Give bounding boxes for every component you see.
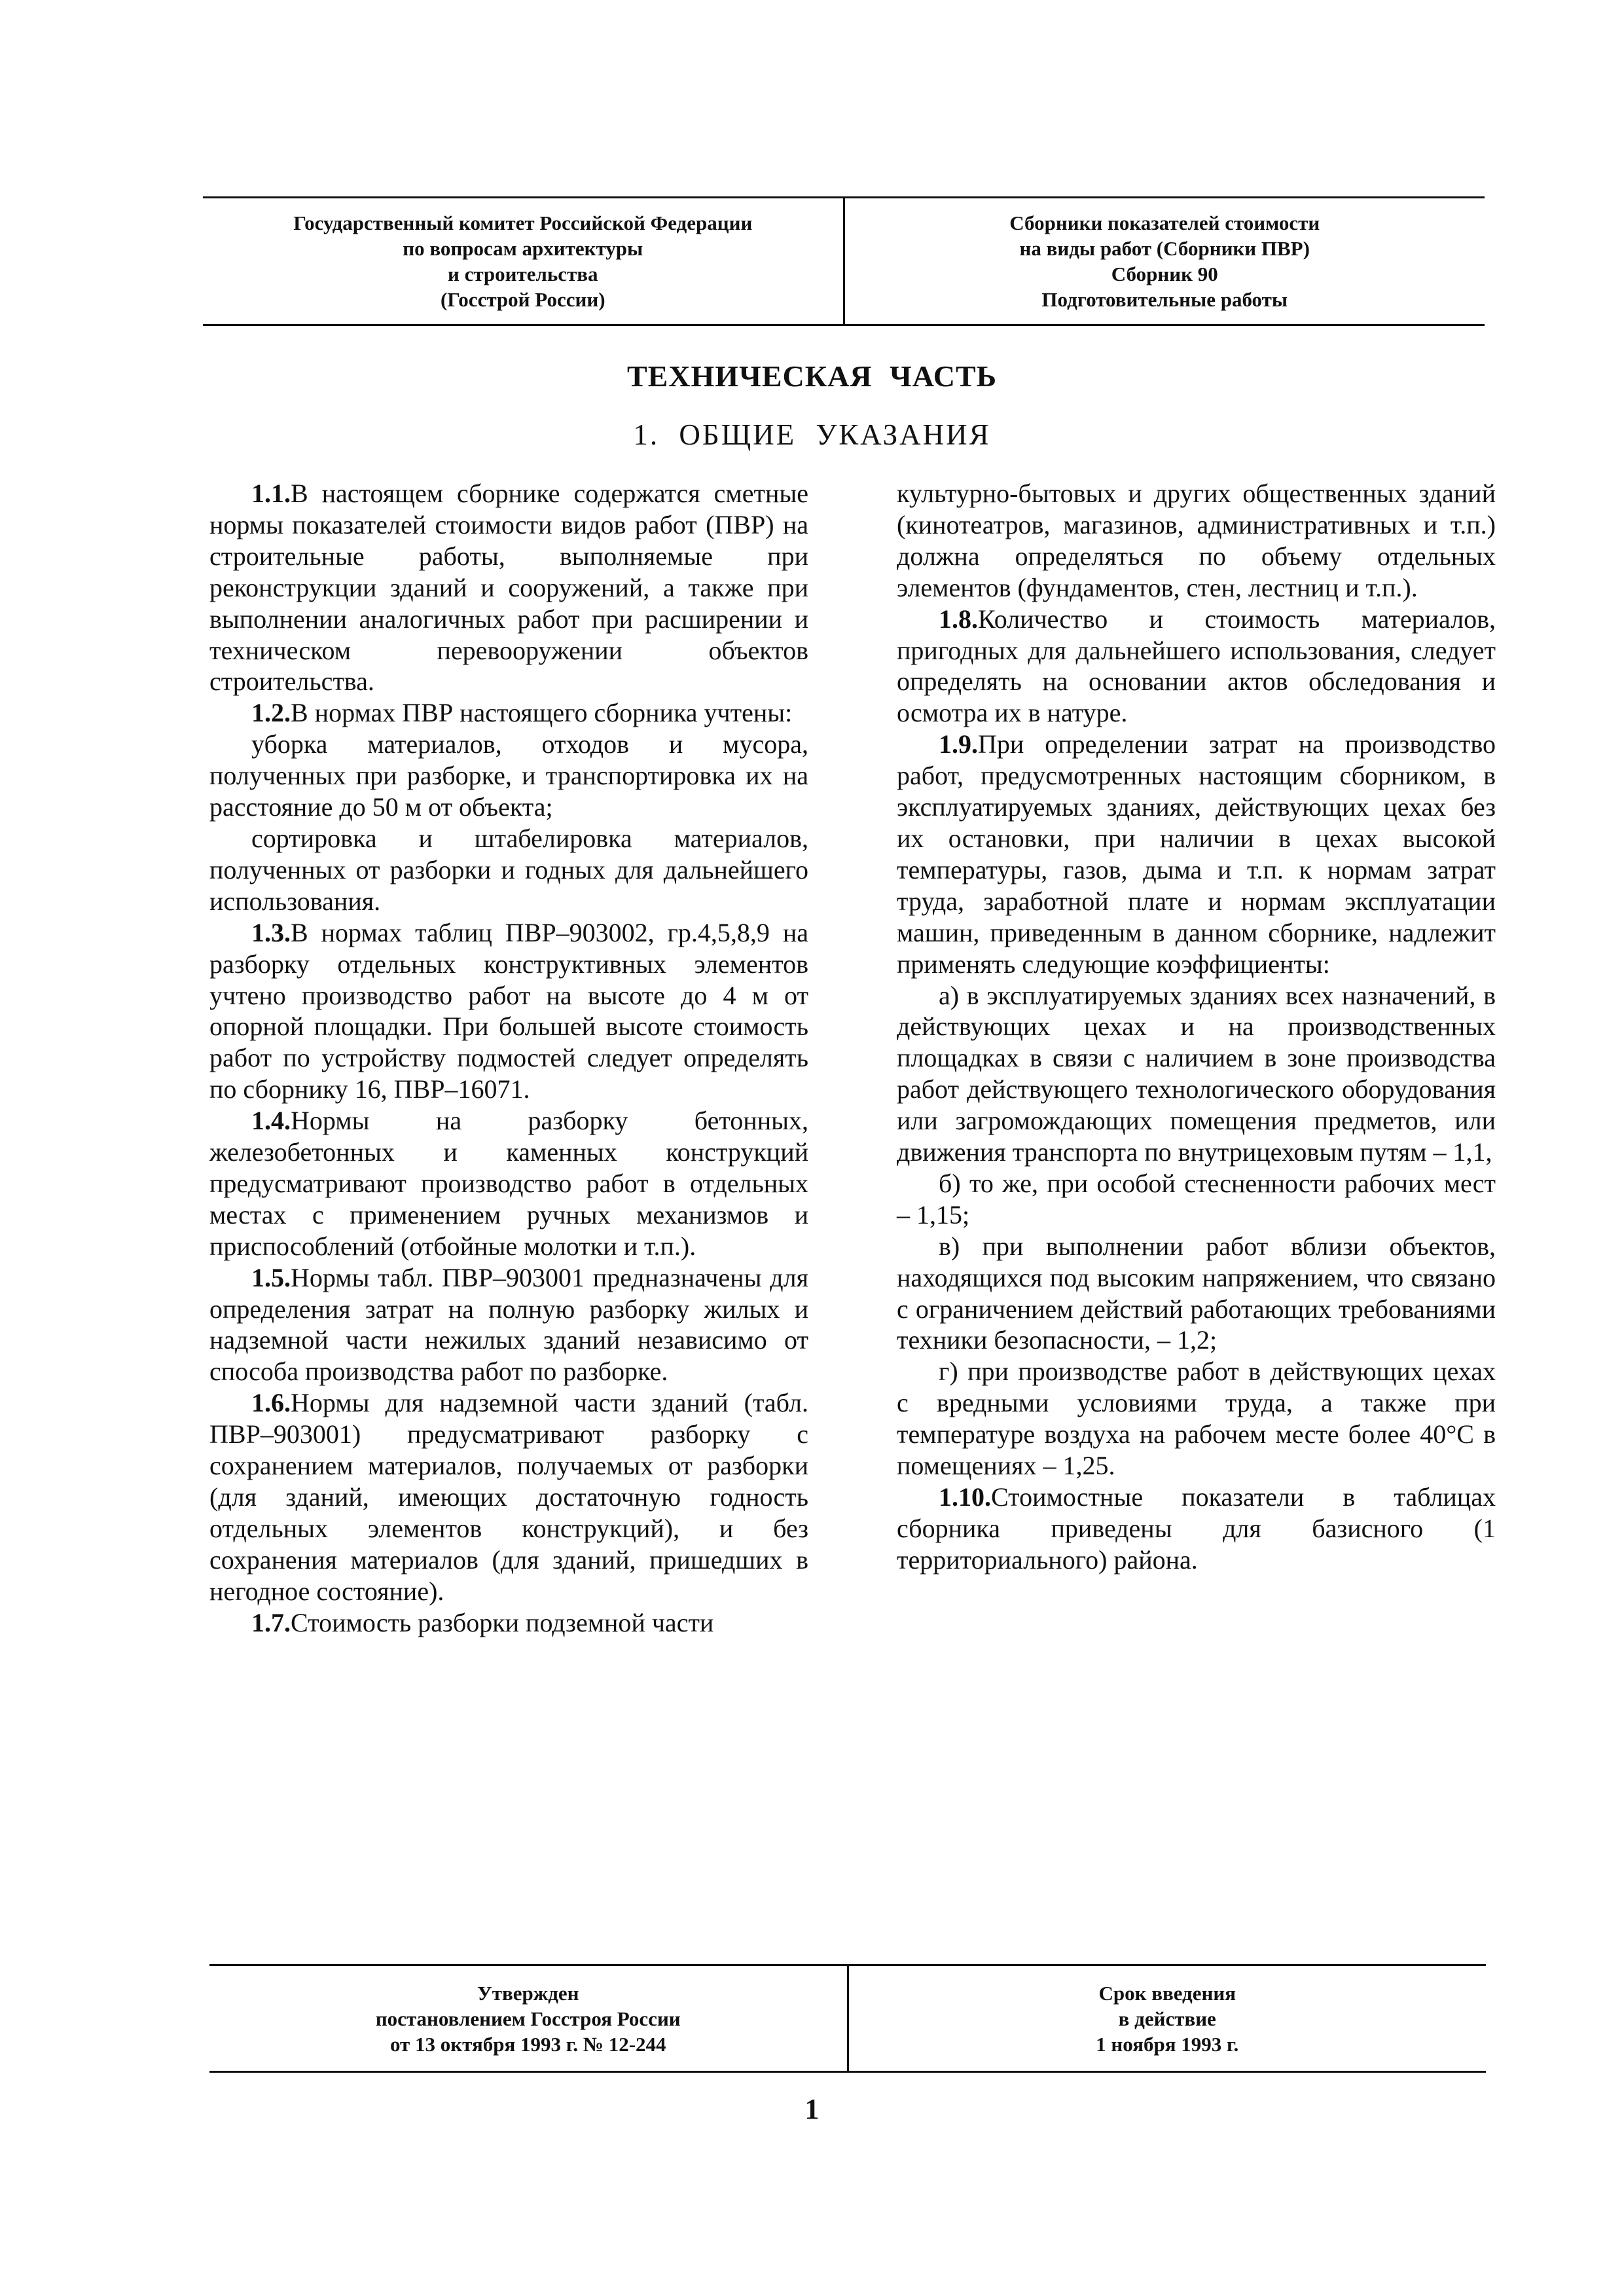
paragraph-1-6 (209, 1387, 808, 1607)
paragraph-1-3 (209, 917, 808, 1105)
text-column-right (897, 478, 1496, 1576)
paragraph-1-4 (209, 1105, 808, 1262)
footer-effective-line: в действие (1118, 2007, 1216, 2030)
paragraph-number: 1.9. (939, 729, 978, 759)
paragraph-1-9-item-a: а) в эксплуатируемых зданиях всех назначений, в действующих цехах и на производственных площадках в связи с наличием в зоне производства работ действующего технологического оборудования или загромождающих помещения предметов, или движения транспорта по внутрицеховым путям – 1,1, (897, 980, 1496, 1167)
header-issuer-line: по вопросам архитектуры (403, 237, 643, 260)
paragraph-1-9-item-c: в) при выполнении работ вблизи объектов, находящихся под высоким напряжением, что связано с ограничением действий работающих требованиями техники безопасности, – 1,2; (897, 1231, 1496, 1355)
paragraph-number: 1.2. (251, 698, 291, 728)
footer-approval-line: Утвержден (477, 1981, 579, 2005)
paragraph-number: 1.6. (251, 1388, 291, 1418)
paragraph-text: Нормы для надземной части зданий (табл. ПВР–903001) предусматривают разборку с сохранением материалов, получаемых от разборки (для зданий, имеющих достаточную годность отдельных элементов конструкций), и без сохранения материалов (для зданий, пришедших в негодное состояние). (209, 1388, 808, 1606)
footer-effective-line: Срок введения (1098, 1981, 1236, 2005)
header-collection (843, 198, 1485, 324)
paragraph-text: Нормы на разборку бетонных, железобетонных и каменных конструкций предусматривают производство работ в отдельных местах с применением ручных механизмов и приспособлений (отбойные молотки и т.п.). (209, 1106, 808, 1261)
paragraph-1-2 (209, 697, 808, 729)
paragraph-number: 1.10. (939, 1482, 991, 1512)
paragraph-text: Количество и стоимость материалов, пригодных для дальнейшего использования, следует определять на основании актов обследования и осмотра их в натуре. (897, 604, 1496, 728)
paragraph-text: Стоимостные показатели в таблицах сборника приведены для базисного (1 территориального) района. (897, 1482, 1496, 1575)
footer-effective-date (847, 1966, 1487, 2071)
footer-approval-line: постановлением Госстроя России (375, 2007, 681, 2030)
paragraph-text: В нормах таблиц ПВР–903002, гр.4,5,8,9 на разборку отдельных конструктивных элементов учтено производство работ на высоте до 4 м от опорной площадки. При большей высоте стоимость работ по устройству подмостей следует определять по сборнику 16, ПВР–16071. (209, 917, 808, 1104)
paragraph-text: В настоящем сборнике содержатся сметные нормы показателей стоимости видов работ (ПВР) на строительные работы, выполняемые при реконструкции зданий и сооружений, а также при выполнении аналогичных работ при расширении и техническом перевооружении объектов строительства. (209, 479, 808, 697)
header-issuer (203, 198, 843, 324)
paragraph-1-7 (209, 1607, 808, 1639)
paragraph-number: 1.5. (251, 1262, 291, 1292)
paragraph-1-10 (897, 1482, 1496, 1576)
paragraph-text: Нормы табл. ПВР–903001 предназначены для определения затрат на полную разборку жилых и надземной части нежилых зданий независимо от способа производства работ по разборке. (209, 1262, 808, 1387)
header-collection-line: Подготовительные работы (1041, 288, 1288, 311)
paragraph-1-9-item-d: г) при производстве работ в действующих цехах с вредными условиями труда, а также при температуре воздуха на рабочем месте более 40°С в помещениях – 1,25. (897, 1357, 1496, 1481)
header-issuer-line: (Госстрой России) (440, 288, 605, 311)
paragraph-1-5 (209, 1262, 808, 1388)
paragraph-1-9 (897, 729, 1496, 979)
paragraph-number: 1.1. (251, 479, 291, 508)
footer-approval (209, 1966, 847, 2071)
section-title: 1. ОБЩИЕ УКАЗАНИЯ (633, 418, 991, 451)
footer-table (209, 1964, 1486, 2073)
paragraph-1-1 (209, 478, 808, 697)
paragraph-1-2-item-a: уборка материалов, отходов и мусора, полученных при разборке, и транспортировка их на расстояние до 50 м от объекта; (209, 729, 808, 822)
paragraph-number: 1.3. (251, 917, 291, 947)
paragraph-number: 1.8. (939, 604, 978, 634)
paragraph-1-2-item-b: сортировка и штабелировка материалов, полученных от разборки и годных для дальнейшего использования. (209, 823, 808, 916)
paragraph-number: 1.7. (251, 1607, 291, 1637)
header-collection-line: Сборник 90 (1111, 263, 1218, 285)
header-issuer-line: и строительства (447, 263, 598, 285)
header-table (203, 196, 1485, 326)
paragraph-number: 1.4. (251, 1106, 291, 1136)
text-column-left (209, 478, 808, 1639)
header-collection-line: Сборники показателей стоимости (1009, 211, 1320, 234)
header-issuer-line: Государственный комитет Российской Федерации (293, 211, 753, 234)
paragraph-text: В нормах ПВР настоящего сборника учтены: (291, 698, 793, 728)
paragraph-1-8 (897, 604, 1496, 729)
footer-approval-line: от 13 октября 1993 г. № 12-244 (389, 2032, 666, 2056)
footer-effective-line: 1 ноября 1993 г. (1096, 2032, 1239, 2056)
paragraph-text: При определении затрат на производство работ, предусмотренных настоящим сборником, в эксплуатируемых зданиях, действующих цехах без их остановки, при наличии в цехах высокой температуры, газов, дыма и т.п. к нормам затрат труда, заработной плате и нормам эксплуатации машин, приведенным в данном сборнике, надлежит применять следующие коэффициенты: (897, 729, 1496, 979)
document-title: ТЕХНИЧЕСКАЯ ЧАСТЬ (626, 359, 998, 393)
paragraph-1-9-item-b: б) то же, при особой стесненности рабочих мест – 1,15; (897, 1168, 1496, 1230)
paragraph-text: Стоимость разборки подземной части (291, 1607, 714, 1637)
page-number: 1 (804, 2093, 820, 2125)
header-collection-line: на виды работ (Сборники ПВР) (1019, 237, 1310, 260)
paragraph-1-7-continued: культурно-бытовых и других общественных зданий (кинотеатров, магазинов, административных и т.п.) должна определяться по объему отдельных элементов (фундаментов, стен, лестниц и т.п.). (897, 479, 1496, 602)
